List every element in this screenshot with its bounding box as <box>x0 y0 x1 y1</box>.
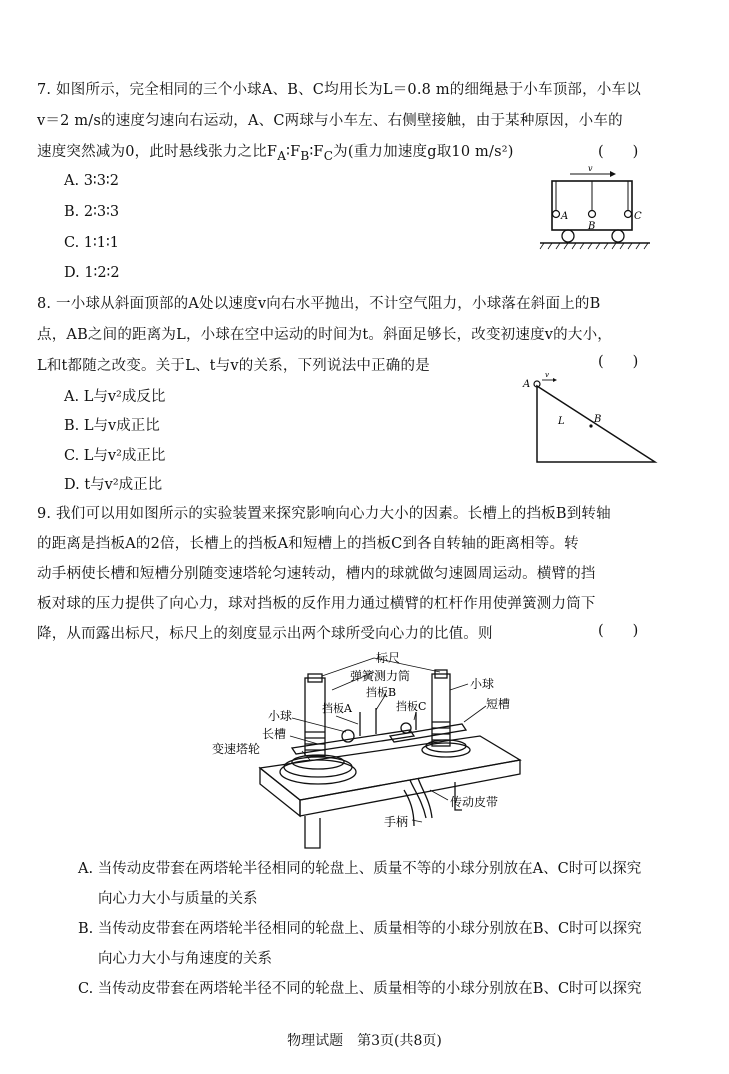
q7-ball-c-label: C <box>634 211 642 222</box>
q9-stem-line-5: 降，从而露出标尺，标尺上的刻度显示出两个球所受向心力的比值。则 <box>37 626 493 642</box>
page-footer: 物理试题 第3页(共8页) <box>287 1033 442 1049</box>
q7-ball-a-label: A <box>561 211 569 222</box>
q9-label-long-slot: 长槽 <box>262 727 287 741</box>
q9-option-b-line-1: B. 当传动皮带套在两塔轮半径相同的轮盘上、质量相等的小球分别放在B、C时可以探究 <box>78 921 642 937</box>
q9-label-handle: 手柄 <box>384 815 409 829</box>
q8-option-a: A. L与v²成反比 <box>64 389 166 405</box>
q9-label-spring: 弹簧测力筒 <box>350 669 411 683</box>
q9-label-belt: 传动皮带 <box>450 795 499 809</box>
q8-option-b: B. L与v成正比 <box>64 418 160 434</box>
q9-option-a-line-1: A. 当传动皮带套在两塔轮半径相同的轮盘上、质量不等的小球分别放在A、C时可以探究 <box>78 861 642 877</box>
q9-apparatus-figure <box>200 650 560 850</box>
q8-stem-line-2: 点，AB之间的距离为L，小球在空中运动的时间为t。斜面足够长，改变初速度v的大小， <box>37 327 612 343</box>
q8-option-d: D. t与v²成正比 <box>64 477 163 493</box>
q7-answer-paren: ( ) <box>598 144 639 160</box>
q9-label-plate-b: 挡板B <box>366 686 397 699</box>
q7-stem-line-3: 速度突然减为0，此时悬线张力之比$F_A∶F_B∶F_C$为(重力加速度g取10 m/s²) <box>37 144 514 163</box>
q8-answer-paren: ( ) <box>598 354 639 370</box>
q9-label-plate-c: 挡板C <box>396 700 427 713</box>
q8-point-b-label: B <box>594 414 602 425</box>
q9-label-tower: 变速塔轮 <box>212 742 261 756</box>
q9-label-ball-left: 小球 <box>268 709 293 723</box>
q7-ball-b-label: B <box>588 221 596 232</box>
q9-stem-line-1: 9. 我们可以用如图所示的实验装置来探究影响向心力大小的因素。长槽上的挡板B到转轴 <box>37 506 611 522</box>
q7-option-b: B. 2∶3∶3 <box>64 204 120 220</box>
q7-option-d: D. 1∶2∶2 <box>64 265 120 281</box>
q9-label-scale: 标尺 <box>376 651 401 665</box>
q8-length-label: L <box>558 416 565 427</box>
q7-option-c: C. 1∶1∶1 <box>64 235 120 251</box>
q8-incline-figure <box>515 372 665 467</box>
q9-answer-paren: ( ) <box>598 623 639 639</box>
q7-stem-line-1: 7. 如图所示，完全相同的三个小球A、B、C均用长为L＝0.8 m的细绳悬于小车顶部，小车以 <box>37 82 641 98</box>
q9-option-a-line-2: 向心力大小与质量的关系 <box>98 891 258 907</box>
q9-stem-line-3: 动手柄使长槽和短槽分别随变速塔轮匀速转动，槽内的球就做匀速圆周运动。横臂的挡 <box>37 566 596 582</box>
q7-stem-line-2: v＝2 m/s的速度匀速向右运动，A、C两球与小车左、右侧壁接触，由于某种原因，小车的 <box>37 113 623 129</box>
q7-option-a: A. 3∶3∶2 <box>64 173 119 189</box>
q8-option-c: C. L与v²成正比 <box>64 448 166 464</box>
q9-label-ball-right: 小球 <box>470 677 495 691</box>
q9-option-c-line-1: C. 当传动皮带套在两塔轮半径不同的轮盘上、质量相等的小球分别放在B、C时可以探究 <box>78 981 642 997</box>
q9-stem-line-2: 的距离是挡板A的2倍，长槽上的挡板A和短槽上的挡板C到各自转轴的距离相等。转 <box>37 536 579 552</box>
q9-option-b-line-2: 向心力大小与角速度的关系 <box>98 951 272 967</box>
q8-point-a-label: A <box>523 379 531 390</box>
q9-label-short-slot: 短槽 <box>486 697 511 711</box>
q8-velocity-label: v <box>545 372 549 379</box>
q8-stem-line-3: L和t都随之改变。关于L、t与v的关系，下列说法中正确的是 <box>37 358 430 374</box>
q8-stem-line-1: 8. 一小球从斜面顶部的A处以速度v向右水平抛出，不计空气阻力，小球落在斜面上的B <box>37 296 601 312</box>
q7-velocity-label: v <box>588 164 593 173</box>
q9-stem-line-4: 板对球的压力提供了向心力，球对挡板的反作用力通过横臂的杠杆作用使弹簧测力筒下 <box>37 596 596 612</box>
q9-label-plate-a: 挡板A <box>322 702 352 715</box>
q7-cart-figure <box>500 164 660 254</box>
